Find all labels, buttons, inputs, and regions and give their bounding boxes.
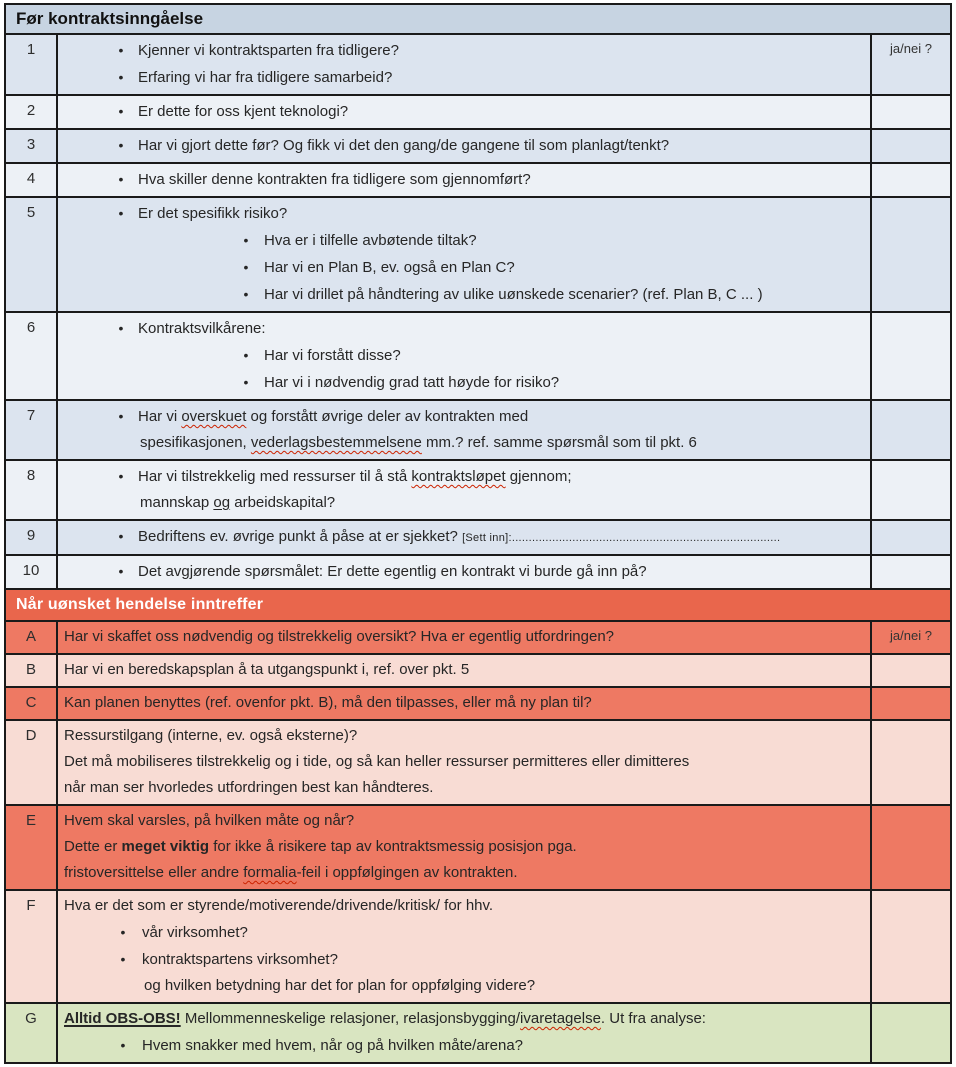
text-segment: ................................................................................ (511, 532, 781, 544)
line-text (140, 430, 864, 456)
text-segment: Hva er i tilfelle avbøtende tiltak? (264, 232, 477, 249)
text-line (60, 749, 864, 775)
text-segment: arbeidskapital? (230, 494, 336, 511)
text-segment: og (213, 494, 231, 511)
bullet-icon: • (118, 468, 124, 484)
text-line (60, 227, 864, 254)
row-number-cell: 2 (5, 95, 57, 129)
text-segment: Har vi en beredskapsplan å ta utgangspunkt i, ref. over pkt. 5 (64, 661, 470, 678)
table-row (5, 163, 951, 197)
bullet-icon: • (120, 1037, 126, 1053)
text-line (60, 919, 864, 946)
question-cell (57, 312, 871, 400)
table-row (5, 520, 951, 555)
bullet-icon: • (118, 528, 124, 544)
line-text (142, 947, 864, 973)
text-segment: Kontraktsvilkårene: (138, 320, 266, 337)
text-segment: Hvem snakker med hvem, når og på hvilken måte/arena? (142, 1037, 524, 1054)
section2-header: Når uønsket hendelse inntreffer (5, 589, 951, 621)
text-segment: vår virksomhet? (142, 924, 248, 941)
text-line (60, 690, 864, 716)
text-segment: Har vi skaffet oss nødvendig og tilstrekkelig oversikt? Hva er egentlig utfordringen? (64, 628, 614, 645)
text-segment: for ikke å risikere tap av kontraktsmessig posisjon pga. (209, 838, 577, 855)
bullet-icon: • (243, 347, 249, 363)
line-text (142, 1033, 864, 1059)
text-line (60, 860, 864, 886)
text-segment: og hvilken betydning har det for plan for oppfølging videre? (144, 977, 536, 994)
text-segment: vederlagsbestemmelsene (250, 434, 422, 451)
text-line (60, 893, 864, 919)
text-line (60, 775, 864, 801)
line-text (138, 404, 864, 430)
text-line (60, 558, 864, 585)
text-segment: Har vi i nødvendig grad tatt høyde for risiko? (264, 374, 560, 391)
text-segment: Dette er (64, 838, 122, 855)
table-row (5, 720, 951, 805)
text-segment: når man ser hvorledes utfordringen best kan håndteres. (64, 779, 434, 796)
line-text (64, 749, 864, 775)
text-line (60, 369, 864, 396)
table-row (5, 312, 951, 400)
question-cell (57, 197, 871, 312)
text-segment: Kjenner vi kontraktsparten fra tidligere? (138, 42, 399, 59)
text-segment: fristoversittelse eller andre (64, 864, 244, 881)
answer-cell (871, 312, 951, 400)
row-number-cell: D (5, 720, 57, 805)
line-text (138, 559, 864, 585)
bullet-icon: • (243, 286, 249, 302)
text-line (60, 132, 864, 159)
bullet-icon: • (118, 103, 124, 119)
text-segment: Er det spesifikk risiko? (138, 205, 288, 222)
row-number-cell: 8 (5, 460, 57, 520)
answer-cell (871, 654, 951, 687)
table-row (5, 400, 951, 460)
bullet-icon: • (243, 374, 249, 390)
section-unwanted-event (5, 589, 951, 1063)
question-cell (57, 687, 871, 720)
line-text (64, 723, 864, 749)
text-line (60, 808, 864, 834)
line-text (138, 133, 864, 159)
question-cell (57, 1003, 871, 1063)
text-segment: kontraktspartens virksomhet? (142, 951, 338, 968)
line-text (264, 228, 864, 254)
row-number-cell: B (5, 654, 57, 687)
text-line (60, 430, 864, 456)
answer-cell (871, 129, 951, 163)
text-line (60, 200, 864, 227)
line-text (138, 38, 864, 64)
line-text (138, 524, 864, 551)
question-cell (57, 129, 871, 163)
row-number-cell: 4 (5, 163, 57, 197)
table-row (5, 805, 951, 890)
text-segment: mannskap (140, 494, 214, 511)
text-segment: Hvem skal varsles, på hvilken måte og når? (64, 812, 355, 829)
text-line (60, 166, 864, 193)
text-segment: -feil i oppfølgingen av kontrakten. (296, 864, 518, 881)
text-line (60, 723, 864, 749)
line-text (142, 920, 864, 946)
text-segment: Alltid OBS-OBS! (64, 1010, 181, 1027)
text-line (60, 315, 864, 342)
section1-header-row (5, 4, 951, 34)
line-text (64, 624, 864, 650)
answer-cell (871, 520, 951, 555)
table-row (5, 34, 951, 95)
line-text (138, 65, 864, 91)
text-line (60, 946, 864, 973)
text-line (60, 973, 864, 999)
line-text (264, 370, 864, 396)
text-segment: . Ut fra analyse: (600, 1010, 706, 1027)
line-text (144, 973, 864, 999)
text-segment: Er dette for oss kjent teknologi? (138, 103, 349, 120)
line-text (264, 282, 864, 308)
table-row (5, 555, 951, 589)
line-text (138, 201, 864, 227)
answer-cell (871, 1003, 951, 1063)
bullet-icon: • (118, 42, 124, 58)
text-line (60, 523, 864, 551)
bullet-icon: • (243, 259, 249, 275)
text-segment: Det avgjørende spørsmålet: Er dette egentlig en kontrakt vi burde gå inn på? (138, 563, 647, 580)
line-text (64, 657, 864, 683)
line-text (264, 343, 864, 369)
text-segment: ivaretagelse (520, 1010, 601, 1027)
line-text (64, 775, 864, 801)
line-text (64, 808, 864, 834)
line-text (64, 690, 864, 716)
question-cell (57, 163, 871, 197)
line-text (138, 99, 864, 125)
text-segment: spesifikasjonen, (140, 434, 251, 451)
answer-cell (871, 197, 951, 312)
text-segment: Bedriftens ev. øvrige punkt å påse at er sjekket? (138, 528, 463, 545)
answer-cell (871, 687, 951, 720)
row-number-cell: 5 (5, 197, 57, 312)
answer-cell (871, 400, 951, 460)
text-segment: Mellommenneskelige relasjoner, relasjonsbygging/ (180, 1010, 521, 1027)
text-line (60, 657, 864, 683)
text-segment: Det må mobiliseres tilstrekkelig og i tide, og så kan heller ressurser permitteres eller dimitteres (64, 753, 690, 770)
bullet-icon: • (118, 320, 124, 336)
text-segment: kontraktsløpet (411, 468, 506, 485)
text-segment: Har vi gjort dette før? Og fikk vi det den gang/de gangene til som planlagt/tenkt? (138, 137, 670, 154)
question-cell (57, 460, 871, 520)
table-row (5, 1003, 951, 1063)
bullet-icon: • (118, 171, 124, 187)
text-segment: overskuet (181, 408, 247, 425)
row-number-cell: G (5, 1003, 57, 1063)
text-line (60, 834, 864, 860)
row-number-cell: 7 (5, 400, 57, 460)
question-cell (57, 890, 871, 1003)
answer-cell (871, 805, 951, 890)
section1-header: Før kontraktsinngåelse (5, 4, 951, 34)
section-before-contract (5, 4, 951, 589)
text-segment: Kan planen benyttes (ref. ovenfor pkt. B), må den tilpasses, eller må ny plan til? (64, 694, 592, 711)
table-row (5, 890, 951, 1003)
line-text (138, 464, 864, 490)
answer-cell (871, 890, 951, 1003)
bullet-icon: • (120, 924, 126, 940)
question-cell (57, 555, 871, 589)
bullet-icon: • (118, 408, 124, 424)
line-text (64, 860, 864, 886)
text-segment: mm.? ref. samme spørsmål som til pkt. 6 (421, 434, 697, 451)
table-row (5, 687, 951, 720)
text-line (60, 281, 864, 308)
line-text (64, 1006, 864, 1032)
bullet-icon: • (118, 137, 124, 153)
line-text (264, 255, 864, 281)
text-line (60, 254, 864, 281)
text-segment: Hva er det som er styrende/motiverende/drivende/kritisk/ for hhv. (64, 897, 494, 914)
contract-checklist-table (4, 3, 952, 1064)
question-cell (57, 654, 871, 687)
bullet-icon: • (120, 951, 126, 967)
text-line (60, 403, 864, 430)
table-row (5, 197, 951, 312)
answer-cell: ja/nei ? (871, 621, 951, 654)
answer-cell (871, 95, 951, 129)
bullet-icon: • (118, 563, 124, 579)
text-line (60, 1006, 864, 1032)
answer-cell: ja/nei ? (871, 34, 951, 95)
question-cell (57, 400, 871, 460)
text-segment: og forstått øvrige deler av kontrakten med (246, 408, 529, 425)
question-cell (57, 621, 871, 654)
text-segment: Har vi en Plan B, ev. også en Plan C? (264, 259, 515, 276)
table-row (5, 129, 951, 163)
line-text (138, 167, 864, 193)
table-row (5, 460, 951, 520)
answer-cell (871, 163, 951, 197)
answer-cell (871, 720, 951, 805)
text-segment: Har vi forstått disse? (264, 347, 401, 364)
bullet-icon: • (118, 69, 124, 85)
question-cell (57, 720, 871, 805)
text-line (60, 342, 864, 369)
text-segment: formalia (243, 864, 297, 881)
row-number-cell: F (5, 890, 57, 1003)
row-number-cell: 6 (5, 312, 57, 400)
row-number-cell: 1 (5, 34, 57, 95)
bullet-icon: • (118, 205, 124, 221)
question-cell (57, 34, 871, 95)
text-segment: meget viktig (121, 838, 210, 855)
line-text (64, 893, 864, 919)
text-line (60, 624, 864, 650)
table-row (5, 621, 951, 654)
row-number-cell: E (5, 805, 57, 890)
text-segment: Har vi tilstrekkelig med ressurser til å stå (138, 468, 412, 485)
text-line (60, 1032, 864, 1059)
text-line (60, 463, 864, 490)
row-number-cell: 9 (5, 520, 57, 555)
row-number-cell: 10 (5, 555, 57, 589)
question-cell (57, 95, 871, 129)
text-line (60, 490, 864, 516)
text-segment: Har vi (138, 408, 182, 425)
text-segment: [Sett inn]: (462, 532, 512, 544)
text-segment: Erfaring vi har fra tidligere samarbeid? (138, 69, 393, 86)
line-text (140, 490, 864, 516)
row-number-cell: A (5, 621, 57, 654)
question-cell (57, 520, 871, 555)
bullet-icon: • (243, 232, 249, 248)
table-row (5, 654, 951, 687)
section2-header-row (5, 589, 951, 621)
text-line (60, 37, 864, 64)
table-row (5, 95, 951, 129)
line-text (138, 316, 864, 342)
line-text (64, 834, 864, 860)
text-line (60, 98, 864, 125)
text-segment: gjennom; (505, 468, 572, 485)
text-segment: Hva skiller denne kontrakten fra tidligere som gjennomført? (138, 171, 531, 188)
text-segment: Ressurstilgang (interne, ev. også eksterne)? (64, 727, 358, 744)
row-number-cell: 3 (5, 129, 57, 163)
text-line (60, 64, 864, 91)
question-cell (57, 805, 871, 890)
answer-cell (871, 460, 951, 520)
answer-cell (871, 555, 951, 589)
row-number-cell: C (5, 687, 57, 720)
text-segment: Har vi drillet på håndtering av ulike uønskede scenarier? (ref. Plan B, C ... ) (264, 286, 763, 303)
